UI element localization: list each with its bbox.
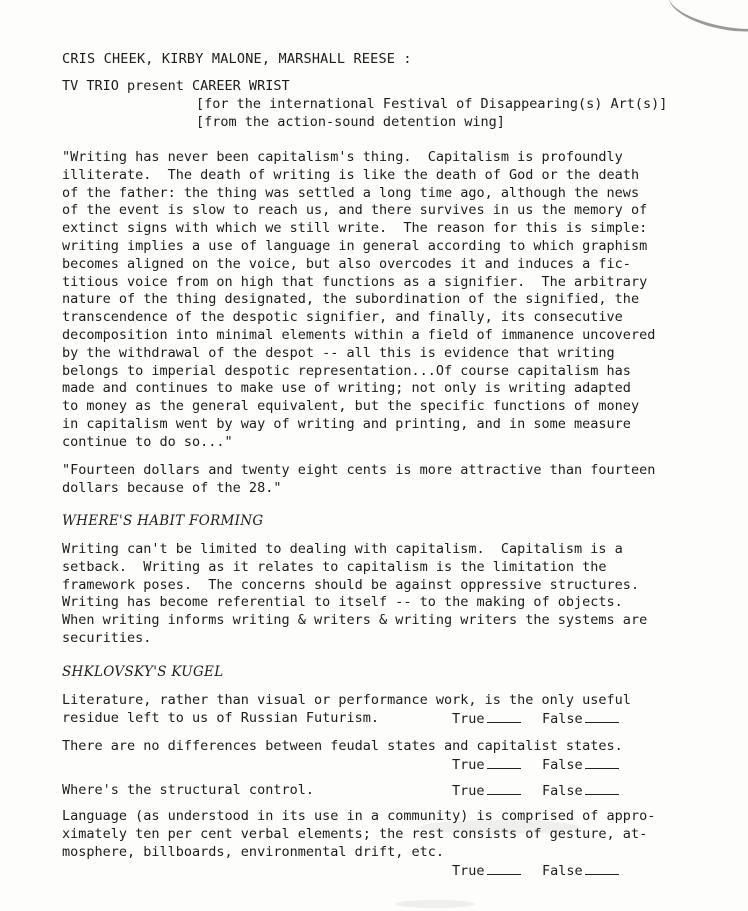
answer-false-q1[interactable]: False [542,710,619,729]
page-curl-mark [665,0,748,40]
quote-line: writing implies a use of language in general according to which graphism [62,238,648,254]
answer-true-q4[interactable]: True [452,862,521,881]
body-line: framework poses. The concerns should be against oppressive structures. [62,576,640,593]
question-line: Where's the structural control. [62,782,314,798]
quote-line: nature of the thing designated, the subordination of the signified, the [62,291,640,308]
scan-smudge [395,900,475,908]
quote-line: made and continues to make use of writing; not only is writing adapted [62,380,631,397]
body-line: setback. Writing as it relates to capitalism is the limitation the [62,558,607,575]
quote-line: of the father: the thing was settled a long time ago, although the news [62,184,640,201]
question-line: mosphere, billboards, environmental drift, etc. [62,843,445,860]
quote-line: by the withdrawal of the despot -- all this is evidence that writing [62,344,615,361]
authors-line: CRIS CHEEK, KIRBY MALONE, MARSHALL REESE : [62,51,412,67]
quote-line: "Writing has never been capitalism's thing. Capitalism is profoundly [62,149,623,165]
answer-false-q4[interactable]: False [542,862,619,881]
quote-line: in capitalism went by way of writing and printing, and in some measure [62,416,631,432]
answer-true-q3[interactable]: True [452,782,521,801]
wing-line: [from the action-sound detention wing] [196,114,505,130]
quote-line: belongs to imperial despotic representation...Of course capitalism has [62,362,631,379]
question-line: There are no differences between feudal states and capitalist states. [62,738,623,754]
answer-true-q2[interactable]: True [452,756,521,775]
section-heading-habit-forming: WHERE'S HABIT FORMING [62,513,264,529]
quote-line: continue to do so..." [62,433,233,450]
quote-line: illiterate. The death of writing is like the death of God or the death [62,166,640,183]
question-line: Language (as understood in its use in a community) is comprised of appro- [62,808,656,824]
quote-line: decomposition into minimal elements within a field of immanence uncovered [62,327,656,343]
quote-line: of the event is slow to reach us, and there survives in us the memory of [62,202,648,219]
festival-line: [for the international Festival of Disappearing(s) Art(s)] [196,96,668,112]
quote-line: extinct signs with which we still write. The reason for this is simple: [62,220,648,237]
quote-line: transcendence of the despotic signifier, and finally, its consecutive [62,309,623,326]
quote-line: to money as the general equivalent, but the specific functions of money [62,398,640,415]
quote-line: titious voice from on high that functions as a signifier. The arbitrary [62,273,648,290]
question-line: ximately ten per cent verbal elements; the rest consists of gesture, at- [62,825,648,842]
question-line: residue left to us of Russian Futurism. [62,709,379,726]
presents-line: TV TRIO present CAREER WRIST [62,78,290,94]
body-line: securities. [62,630,152,646]
quote-line: dollars because of the 28." [62,479,282,496]
body-line: When writing informs writing & writers & writing writers the systems are [62,612,648,629]
body-line: Writing can't be limited to dealing with capitalism. Capitalism is a [62,541,623,557]
quote-line: becomes aligned on the voice, but also overcodes it and induces a fic- [62,255,631,272]
answer-false-q3[interactable]: False [542,782,619,801]
body-line: Writing has become referential to itself -- to the making of objects. [62,594,623,611]
answer-false-q2[interactable]: False [542,756,619,775]
quote-line: "Fourteen dollars and twenty eight cents is more attractive than fourteen [62,462,656,478]
answer-true-q1[interactable]: True [452,710,521,729]
question-line: Literature, rather than visual or performance work, is the only useful [62,692,631,708]
section-heading-shklovsky: SHKLOVSKY'S KUGEL [62,664,224,680]
